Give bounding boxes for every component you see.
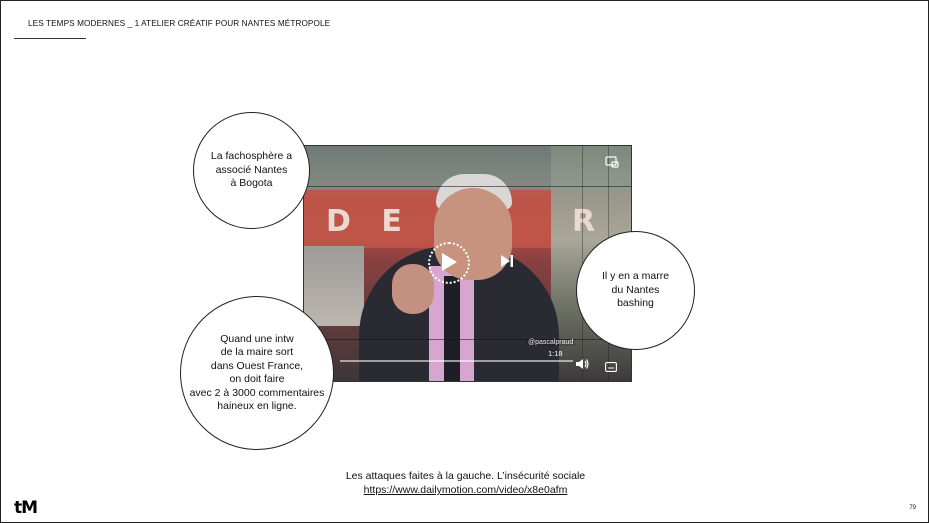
captions-icon[interactable] bbox=[605, 359, 617, 377]
header-title: LES TEMPS MODERNES _ 1 ATELIER CRÉATIF POUR NANTES MÉTROPOLE bbox=[28, 19, 331, 28]
video-time: 1:18 bbox=[548, 349, 563, 358]
brand-logo: tM bbox=[14, 498, 38, 518]
play-icon bbox=[440, 252, 458, 272]
video-caption: Les attaques faites à la gauche. L’insécurité sociale bbox=[345, 470, 586, 482]
video-watermark: @pascalpraud bbox=[528, 339, 574, 346]
quote-bubble-right bbox=[576, 231, 695, 350]
video-background-text-right: R bbox=[572, 204, 596, 239]
quote-text: Quand une intw de la maire sort dans Ouest France, on doit faire avec 2 à 3000 commentaires haineux en ligne. bbox=[189, 332, 325, 412]
quote-bubble-top-left bbox=[193, 112, 310, 229]
picture-in-picture-icon[interactable] bbox=[605, 155, 619, 173]
video-progress-bar[interactable] bbox=[340, 360, 573, 362]
next-icon bbox=[500, 254, 514, 268]
next-button[interactable] bbox=[500, 254, 514, 273]
video-link[interactable]: https://www.dailymotion.com/video/x8e0afm bbox=[363, 484, 568, 496]
quote-bubble-bottom-left bbox=[180, 296, 334, 450]
video-link-container bbox=[1, 484, 929, 496]
header-rule bbox=[14, 38, 86, 39]
video-cityscape-left bbox=[304, 246, 364, 326]
page-number: 79 bbox=[909, 505, 916, 511]
video-person-hand bbox=[392, 264, 434, 314]
quote-text: Il y en a marre du Nantes bashing bbox=[601, 270, 670, 310]
video-person-tie bbox=[444, 276, 460, 381]
volume-icon[interactable] bbox=[575, 357, 589, 375]
quote-text: La fachosphère a associé Nantes à Bogota bbox=[210, 150, 293, 190]
video-background-text: D E bbox=[326, 204, 412, 239]
play-button[interactable] bbox=[428, 242, 470, 284]
